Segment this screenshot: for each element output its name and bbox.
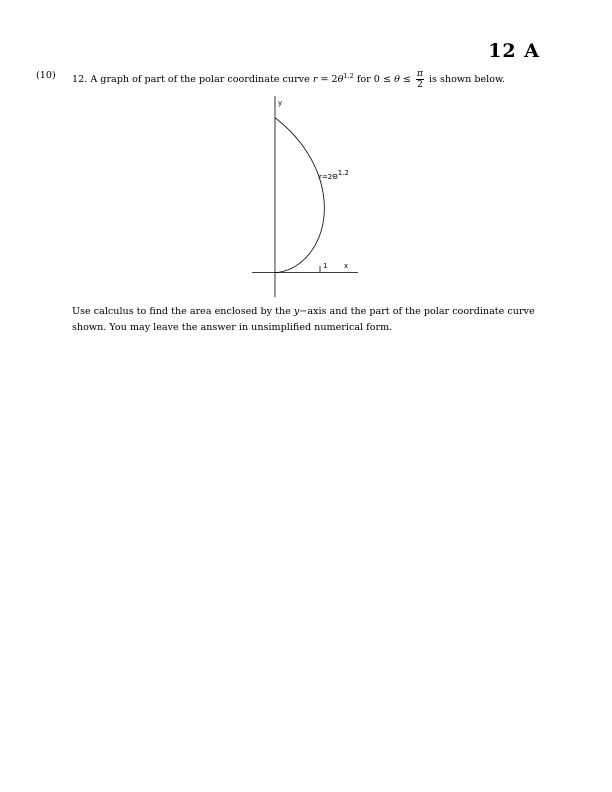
var-theta-2: θ [394, 74, 400, 86]
instructions-part2: −axis and the part of the polar coordinate curve shown. You may leave the answer in unsimplified numerical form. [72, 306, 535, 333]
fraction-denominator: 2 [417, 80, 423, 91]
text-le: ≤ [399, 74, 414, 86]
var-y: y [293, 306, 300, 317]
curve-label-base: r=2Θ [319, 173, 338, 181]
curve-label [319, 169, 349, 181]
y-axis-label: y [278, 99, 283, 107]
question-number: 12. [72, 74, 88, 86]
question-text-before: A graph of part of the polar coordinate curve [90, 74, 313, 86]
text-after: is shown below. [425, 74, 506, 86]
x-axis-label: x [344, 262, 349, 270]
polar-curve [275, 118, 324, 273]
exponent: 1.2 [343, 72, 354, 80]
var-r: r [312, 74, 318, 86]
question-points: (10) [36, 70, 56, 81]
text-for: for 0 ≤ [353, 74, 395, 86]
question-text [72, 68, 505, 90]
curve-label-exponent: 1.2 [337, 169, 349, 177]
instructions-part1: Use calculus to find the area enclosed by the [72, 306, 294, 317]
tick-label: 1 [323, 262, 328, 270]
fraction-numerator: π [416, 69, 423, 80]
var-theta: θ [337, 74, 344, 86]
equals-two: = 2 [317, 74, 338, 86]
page-header: 12 A [488, 40, 540, 62]
pi-over-two-fraction [416, 69, 424, 90]
instructions [72, 304, 552, 336]
